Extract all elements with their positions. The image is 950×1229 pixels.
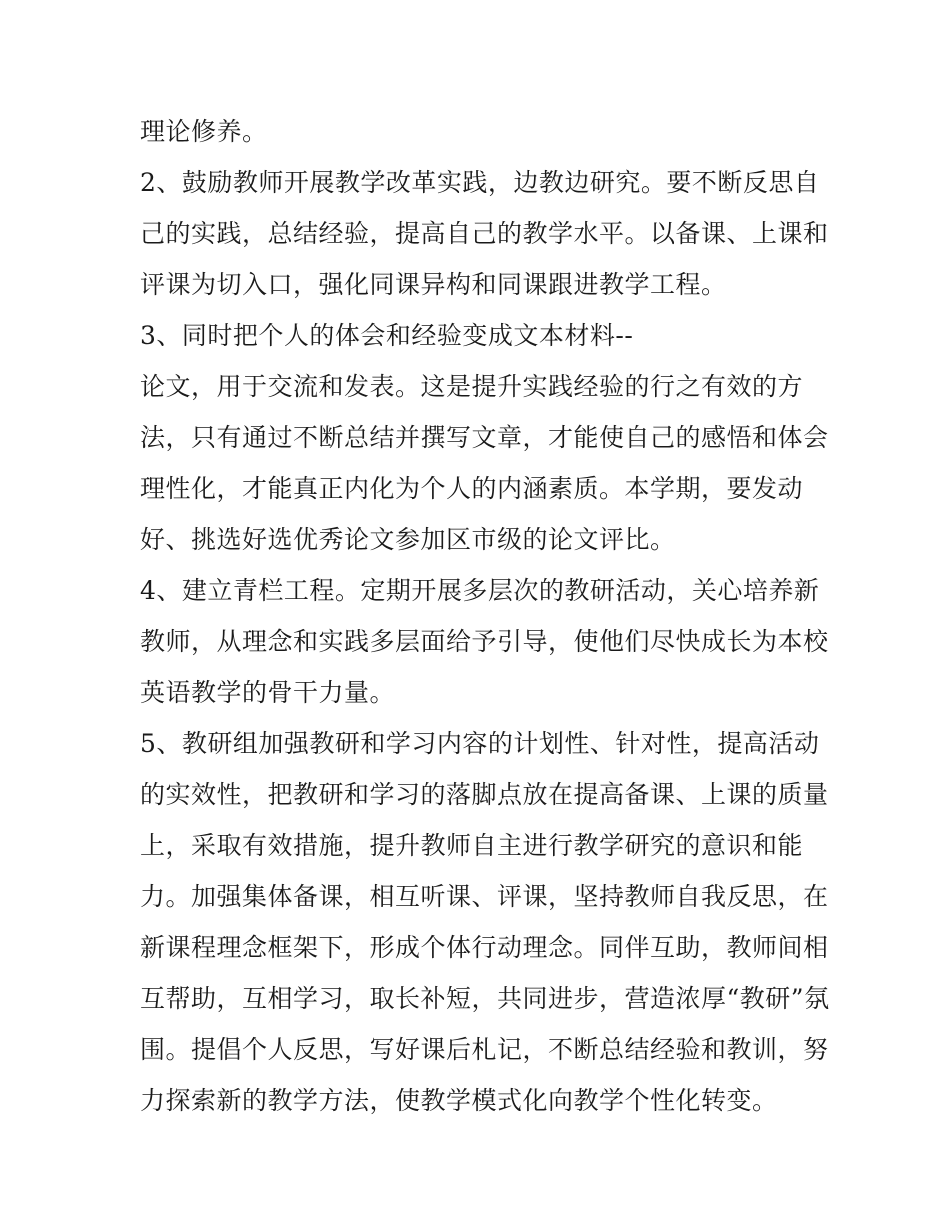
text-line: 法，只有通过不断总结并撰写文章，才能使自己的感悟和体会 <box>140 423 829 452</box>
text-line: 好、挑选好选优秀论文参加区市级的论文评比。 <box>140 525 676 554</box>
text-line: 英语教学的骨干力量。 <box>140 678 396 707</box>
text-line: 2、鼓励教师开展教学改革实践，边教边研究。要不断反思自 <box>140 168 820 197</box>
text-line: 理论修养。 <box>140 117 268 146</box>
text-line: 新课程理念框架下，形成个体行动理念。同伴互助，教师间相 <box>140 933 829 962</box>
text-line: 力探索新的教学方法，使教学模式化向教学个性化转变。 <box>140 1086 778 1115</box>
text-line: 力。加强集体备课，相互听课、评课，坚持教师自我反思，在 <box>140 882 829 911</box>
document-body <box>140 106 830 1126</box>
text-line: 教师，从理念和实践多层面给予引导，使他们尽快成长为本校 <box>140 627 829 656</box>
text-line: 上，采取有效措施，提升教师自主进行教学研究的意识和能 <box>140 831 804 860</box>
text-line: 评课为切入口，强化同课异构和同课跟进教学工程。 <box>140 270 727 299</box>
text-line: 围。提倡个人反思，写好课后札记，不断总结经验和教训，努 <box>140 1035 829 1064</box>
text-line: 己的实践，总结经验，提高自己的教学水平。以备课、上课和 <box>140 219 829 248</box>
text-line: 的实效性，把教研和学习的落脚点放在提高备课、上课的质量 <box>140 780 829 809</box>
text-line: 论文，用于交流和发表。这是提升实践经验的行之有效的方 <box>140 372 804 401</box>
text-line: 5、教研组加强教研和学习内容的计划性、针对性，提高活动 <box>140 729 820 758</box>
text-line: 4、建立青栏工程。定期开展多层次的教研活动，关心培养新 <box>140 576 820 605</box>
text-line: 互帮助，互相学习，取长补短，共同进步，营造浓厚“教研”氛 <box>140 984 830 1013</box>
text-line: 理性化，才能真正内化为个人的内涵素质。本学期，要发动 <box>140 474 804 503</box>
text-line: 3、同时把个人的体会和经验变成文本材料-- <box>140 321 634 350</box>
